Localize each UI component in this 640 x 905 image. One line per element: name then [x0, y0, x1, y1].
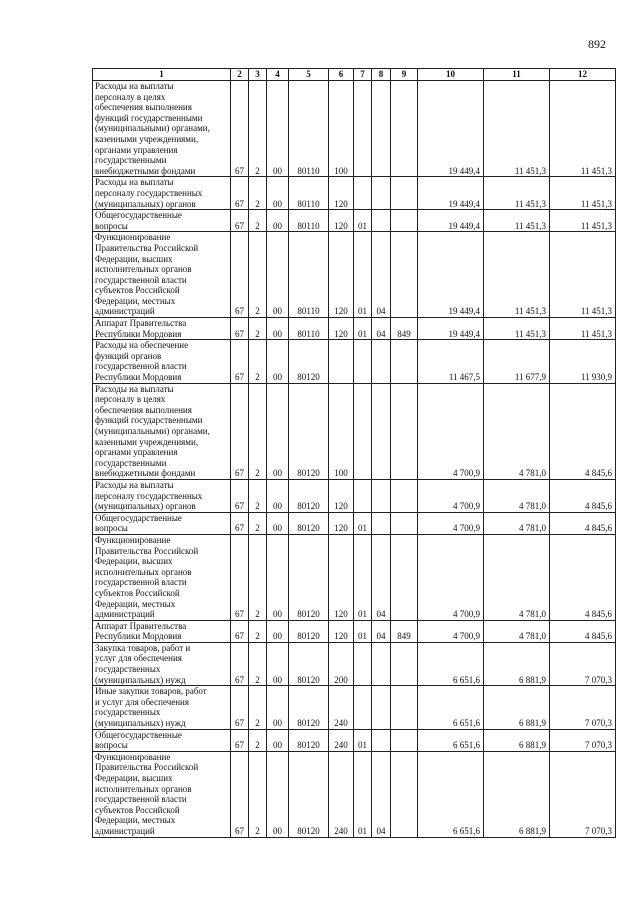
amount-cell: 19 449,4 [418, 232, 484, 318]
code-cell: 67 [231, 81, 249, 177]
code-cell: 01 [354, 232, 372, 318]
table-row [93, 210, 616, 232]
amount-cell: 6 881,9 [484, 686, 550, 729]
table-row [93, 729, 616, 751]
amount-cell: 11 451,3 [484, 177, 550, 210]
code-cell [354, 479, 372, 512]
code-cell: 120 [329, 318, 354, 340]
code-cell: 04 [372, 620, 391, 642]
code-cell: 2 [249, 729, 267, 751]
column-header: 4 [267, 69, 289, 81]
amount-cell: 6 651,6 [418, 729, 484, 751]
amount-cell: 11 451,3 [550, 81, 616, 177]
column-header: 11 [484, 69, 550, 81]
code-cell: 67 [231, 318, 249, 340]
code-cell: 00 [267, 340, 289, 383]
code-cell: 80120 [289, 534, 329, 620]
code-cell: 849 [391, 620, 418, 642]
table-row [93, 383, 616, 479]
column-header: 5 [289, 69, 329, 81]
code-cell: 01 [354, 512, 372, 534]
code-cell: 2 [249, 534, 267, 620]
amount-cell: 11 451,3 [550, 232, 616, 318]
code-cell: 120 [329, 177, 354, 210]
code-cell [372, 642, 391, 685]
code-cell: 2 [249, 751, 267, 837]
code-cell: 01 [354, 751, 372, 837]
code-cell: 2 [249, 686, 267, 729]
row-label-cell: Расходы на выплаты персоналу в целях обеспечения выполнения функций государственными (муниципальными) органами, казенными учреждениями, органами управления государственными внебюджетными фондами [93, 383, 231, 479]
amount-cell: 6 881,9 [484, 751, 550, 837]
amount-cell: 11 467,5 [418, 340, 484, 383]
code-cell: 04 [372, 232, 391, 318]
row-label-cell: Общегосударственные вопросы [93, 210, 231, 232]
code-cell [354, 383, 372, 479]
code-cell: 67 [231, 751, 249, 837]
code-cell [391, 642, 418, 685]
row-label-cell: Закупка товаров, работ и услуг для обеспечения государственных (муниципальных) нужд [93, 642, 231, 685]
code-cell: 2 [249, 642, 267, 685]
amount-cell: 19 449,4 [418, 318, 484, 340]
code-cell [329, 340, 354, 383]
amount-cell: 4 845,6 [550, 534, 616, 620]
code-cell [391, 751, 418, 837]
table-row [93, 340, 616, 383]
code-cell: 00 [267, 729, 289, 751]
code-cell: 67 [231, 210, 249, 232]
column-header: 6 [329, 69, 354, 81]
code-cell: 67 [231, 642, 249, 685]
code-cell: 200 [329, 642, 354, 685]
table-body [93, 81, 616, 838]
amount-cell: 4 845,6 [550, 383, 616, 479]
code-cell: 67 [231, 686, 249, 729]
code-cell: 00 [267, 177, 289, 210]
code-cell: 00 [267, 642, 289, 685]
code-cell: 67 [231, 177, 249, 210]
code-cell [372, 383, 391, 479]
code-cell: 2 [249, 210, 267, 232]
code-cell: 00 [267, 686, 289, 729]
amount-cell: 4 781,0 [484, 383, 550, 479]
code-cell: 80120 [289, 751, 329, 837]
amount-cell: 7 070,3 [550, 686, 616, 729]
code-cell [391, 232, 418, 318]
code-cell [372, 177, 391, 210]
code-cell: 80120 [289, 686, 329, 729]
header-row [93, 69, 616, 81]
code-cell: 67 [231, 512, 249, 534]
amount-cell: 4 845,6 [550, 479, 616, 512]
amount-cell: 4 845,6 [550, 620, 616, 642]
code-cell [372, 729, 391, 751]
code-cell [391, 534, 418, 620]
code-cell: 80110 [289, 177, 329, 210]
code-cell: 67 [231, 534, 249, 620]
amount-cell: 7 070,3 [550, 751, 616, 837]
code-cell: 100 [329, 383, 354, 479]
amount-cell: 6 651,6 [418, 751, 484, 837]
code-cell: 2 [249, 479, 267, 512]
code-cell: 80120 [289, 729, 329, 751]
row-label-cell: Аппарат Правительства Республики Мордовия [93, 620, 231, 642]
code-cell: 120 [329, 232, 354, 318]
code-cell: 2 [249, 620, 267, 642]
amount-cell: 11 451,3 [484, 81, 550, 177]
amount-cell: 4 781,0 [484, 479, 550, 512]
code-cell [372, 81, 391, 177]
table-row [93, 620, 616, 642]
code-cell [354, 177, 372, 210]
amount-cell: 19 449,4 [418, 210, 484, 232]
table-row [93, 232, 616, 318]
code-cell: 120 [329, 512, 354, 534]
code-cell [372, 512, 391, 534]
column-header: 8 [372, 69, 391, 81]
code-cell [354, 686, 372, 729]
code-cell: 01 [354, 318, 372, 340]
column-header: 7 [354, 69, 372, 81]
column-header: 3 [249, 69, 267, 81]
amount-cell: 4 700,9 [418, 479, 484, 512]
code-cell: 2 [249, 232, 267, 318]
code-cell: 00 [267, 751, 289, 837]
code-cell: 01 [354, 729, 372, 751]
code-cell: 120 [329, 479, 354, 512]
code-cell: 00 [267, 232, 289, 318]
amount-cell: 11 451,3 [484, 210, 550, 232]
code-cell: 240 [329, 751, 354, 837]
amount-cell: 4 700,9 [418, 383, 484, 479]
amount-cell: 4 781,0 [484, 534, 550, 620]
amount-cell: 6 651,6 [418, 686, 484, 729]
amount-cell: 19 449,4 [418, 177, 484, 210]
code-cell [391, 729, 418, 751]
amount-cell: 19 449,4 [418, 81, 484, 177]
code-cell: 67 [231, 383, 249, 479]
code-cell: 100 [329, 81, 354, 177]
code-cell: 80110 [289, 318, 329, 340]
amount-cell: 11 451,3 [550, 177, 616, 210]
code-cell: 04 [372, 318, 391, 340]
code-cell: 80110 [289, 81, 329, 177]
code-cell: 00 [267, 210, 289, 232]
row-label-cell: Иные закупки товаров, работ и услуг для обеспечения государственных (муниципальных) нужд [93, 686, 231, 729]
row-label-cell: Расходы на выплаты персоналу в целях обеспечения выполнения функций государственными (муниципальными) органами, казенными учреждениями, органами управления государственными внебюджетными фондами [93, 81, 231, 177]
code-cell: 01 [354, 210, 372, 232]
code-cell: 849 [391, 318, 418, 340]
code-cell [372, 340, 391, 383]
amount-cell: 4 700,9 [418, 512, 484, 534]
code-cell: 120 [329, 534, 354, 620]
budget-table [92, 68, 616, 838]
code-cell [391, 686, 418, 729]
row-label-cell: Расходы на выплаты персоналу государственных (муниципальных) органов [93, 177, 231, 210]
amount-cell: 11 677,9 [484, 340, 550, 383]
code-cell: 01 [354, 534, 372, 620]
code-cell: 80120 [289, 479, 329, 512]
code-cell: 120 [329, 210, 354, 232]
code-cell [391, 340, 418, 383]
code-cell: 00 [267, 512, 289, 534]
code-cell [391, 210, 418, 232]
code-cell: 01 [354, 620, 372, 642]
table-row [93, 642, 616, 685]
table-row [93, 81, 616, 177]
code-cell: 00 [267, 81, 289, 177]
code-cell: 67 [231, 729, 249, 751]
row-label-cell: Расходы на обеспечение функций органов государственной власти Республики Мордовия [93, 340, 231, 383]
column-header: 2 [231, 69, 249, 81]
amount-cell: 4 700,9 [418, 620, 484, 642]
code-cell: 80120 [289, 642, 329, 685]
code-cell: 67 [231, 620, 249, 642]
row-label-cell: Общегосударственные вопросы [93, 729, 231, 751]
row-label-cell: Функционирование Правительства Российской Федерации, высших исполнительных органов государственной власти субъектов Российской Федерации, местных администраций [93, 751, 231, 837]
code-cell: 120 [329, 620, 354, 642]
code-cell [391, 383, 418, 479]
code-cell [354, 81, 372, 177]
code-cell: 2 [249, 81, 267, 177]
column-header: 12 [550, 69, 616, 81]
table-row [93, 479, 616, 512]
table-row [93, 318, 616, 340]
code-cell: 00 [267, 534, 289, 620]
row-label-cell: Функционирование Правительства Российской Федерации, высших исполнительных органов государственной власти субъектов Российской Федерации, местных администраций [93, 534, 231, 620]
code-cell [372, 210, 391, 232]
code-cell: 240 [329, 686, 354, 729]
code-cell [391, 81, 418, 177]
amount-cell: 4 845,6 [550, 512, 616, 534]
code-cell: 2 [249, 383, 267, 479]
code-cell: 2 [249, 512, 267, 534]
amount-cell: 4 700,9 [418, 534, 484, 620]
amount-cell: 6 881,9 [484, 729, 550, 751]
amount-cell: 4 781,0 [484, 512, 550, 534]
code-cell: 80120 [289, 512, 329, 534]
code-cell: 00 [267, 479, 289, 512]
code-cell: 80120 [289, 620, 329, 642]
amount-cell: 7 070,3 [550, 729, 616, 751]
code-cell [372, 686, 391, 729]
code-cell: 00 [267, 620, 289, 642]
page-number: 892 [588, 37, 606, 51]
code-cell: 2 [249, 177, 267, 210]
code-cell [354, 340, 372, 383]
code-cell [391, 177, 418, 210]
code-cell: 2 [249, 340, 267, 383]
amount-cell: 11 451,3 [550, 318, 616, 340]
amount-cell: 7 070,3 [550, 642, 616, 685]
amount-cell: 11 451,3 [484, 232, 550, 318]
amount-cell: 11 930,9 [550, 340, 616, 383]
code-cell: 80110 [289, 232, 329, 318]
code-cell: 67 [231, 340, 249, 383]
code-cell [391, 479, 418, 512]
code-cell: 00 [267, 383, 289, 479]
amount-cell: 4 781,0 [484, 620, 550, 642]
row-label-cell: Расходы на выплаты персоналу государственных (муниципальных) органов [93, 479, 231, 512]
code-cell: 67 [231, 232, 249, 318]
column-header: 1 [93, 69, 231, 81]
code-cell: 240 [329, 729, 354, 751]
code-cell [372, 479, 391, 512]
code-cell: 2 [249, 318, 267, 340]
table-row [93, 686, 616, 729]
code-cell: 67 [231, 479, 249, 512]
amount-cell: 11 451,3 [484, 318, 550, 340]
column-header: 9 [391, 69, 418, 81]
code-cell: 04 [372, 751, 391, 837]
column-header: 10 [418, 69, 484, 81]
code-cell: 80120 [289, 340, 329, 383]
amount-cell: 11 451,3 [550, 210, 616, 232]
row-label-cell: Аппарат Правительства Республики Мордовия [93, 318, 231, 340]
table-row [93, 512, 616, 534]
table-row [93, 534, 616, 620]
table-row [93, 751, 616, 837]
code-cell: 04 [372, 534, 391, 620]
table-row [93, 177, 616, 210]
code-cell [391, 512, 418, 534]
code-cell: 80110 [289, 210, 329, 232]
row-label-cell: Общегосударственные вопросы [93, 512, 231, 534]
row-label-cell: Функционирование Правительства Российской Федерации, высших исполнительных органов государственной власти субъектов Российской Федерации, местных администраций [93, 232, 231, 318]
amount-cell: 6 651,6 [418, 642, 484, 685]
code-cell: 80120 [289, 383, 329, 479]
code-cell [354, 642, 372, 685]
amount-cell: 6 881,9 [484, 642, 550, 685]
code-cell: 00 [267, 318, 289, 340]
